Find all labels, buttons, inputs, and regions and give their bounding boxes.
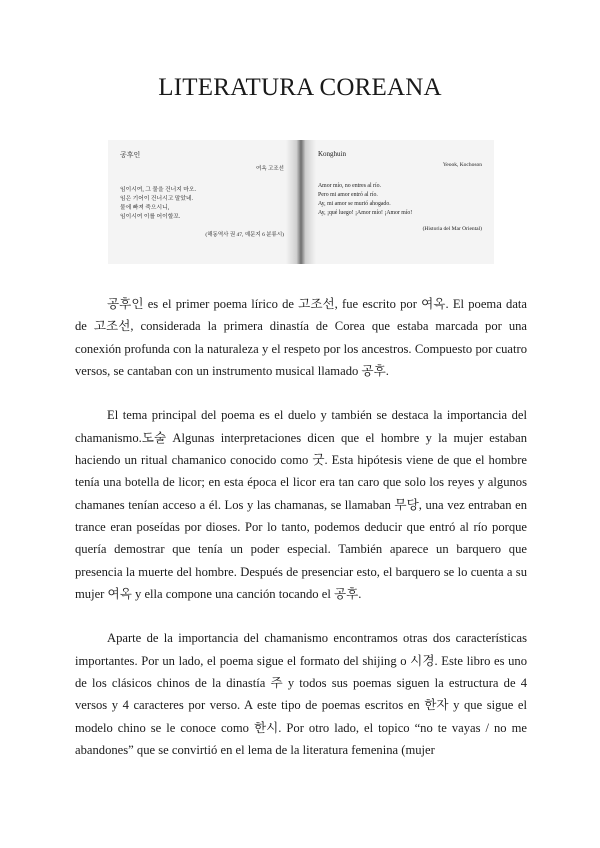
poem-book-photo (108, 140, 494, 264)
spanish-poem-title: Konghuin (318, 150, 346, 158)
korean-verse: 임은 기어이 건너시고 말았네. (120, 196, 193, 202)
korean-poem-source: (해동역사 권 47, 예문지 6 분류시) (205, 232, 284, 238)
korean-poem-title: 공후인 (120, 151, 141, 159)
korean-verse: 임이시여, 그 물을 건너지 마오. (120, 187, 196, 193)
korean-poem-page (108, 140, 296, 264)
korean-verse: 임이시여 이를 어이할꼬. (120, 214, 181, 220)
body-text (75, 293, 527, 761)
korean-poem-author: 여옥 고조선 (256, 166, 284, 172)
paragraph: 공후인 es el primer poema lírico de 고조선, fue escrito por 여옥. El poema data de 고조선, considerada la primera dinastía de Corea que estaba marcada por una conexión profunda con la naturaleza y el respeto por los ancestros. Compuesto por cuatro versos, se cantaban con un instrumento musical llamado 공후. (75, 297, 527, 378)
spanish-verse: Ay, mi amor se murió ahogado. (318, 201, 391, 207)
spanish-poem-source: (Historia del Mar Oriental) (422, 226, 482, 232)
paragraph: Aparte de la importancia del chamanismo encontramos otras dos características importantes. Por un lado, el poema sigue el formato del shijing o 시경. Este libro es uno de los clásicos chinos de la dinastía 주 y todos sus poemas siguen la estructura de 4 versos y 4 caracteres por verso. A este tipo de poemas escritos en 한자 y que sigue el modelo chino se le conoce como 한시. Por otro lado, el topico “no te vayas / no me abandones” que se convirtió en el lema de la literatura femenina (mujer (75, 631, 527, 757)
spanish-verse: Pero mi amor entró al río. (318, 192, 378, 198)
spanish-poem-author: Yeook, Kochoson (442, 162, 482, 168)
paragraph: El tema principal del poema es el duelo y también se destaca la importancia del chamanismo.도술 Algunas interpretaciones dicen que el hombre y la mujer estaban haciendo un ritual chamanico conocido como 굿. Esta hipótesis viene de que el hombre tenía una botella de licor; en esta época el licor era tan caro que solo los reyes y algunos chamanes tenían acceso a él. Los y las chamanas, se llamaban 무당, una vez entraban en trance eran poseídas por dioses. Por lo tanto, podemos deducir que entró al río porque quería demostrar que tenía un poder especial. También aparece un barquero que presencia la muerte del hombre. Después de presenciar esto, el barquero se lo cuenta a su mujer 여옥 y ella compone una canción tocando el 공후. (75, 408, 527, 601)
korean-verse: 물에 빠져 죽으시니, (120, 205, 170, 211)
spanish-poem-page (306, 140, 494, 264)
spanish-verse: Amor mío, no entres al río. (318, 183, 381, 189)
spanish-verse: Ay, ¡qué luego! ¡Amor mío! ¡Amor mío! (318, 210, 413, 216)
page-title: LITERATURA COREANA (158, 74, 442, 101)
